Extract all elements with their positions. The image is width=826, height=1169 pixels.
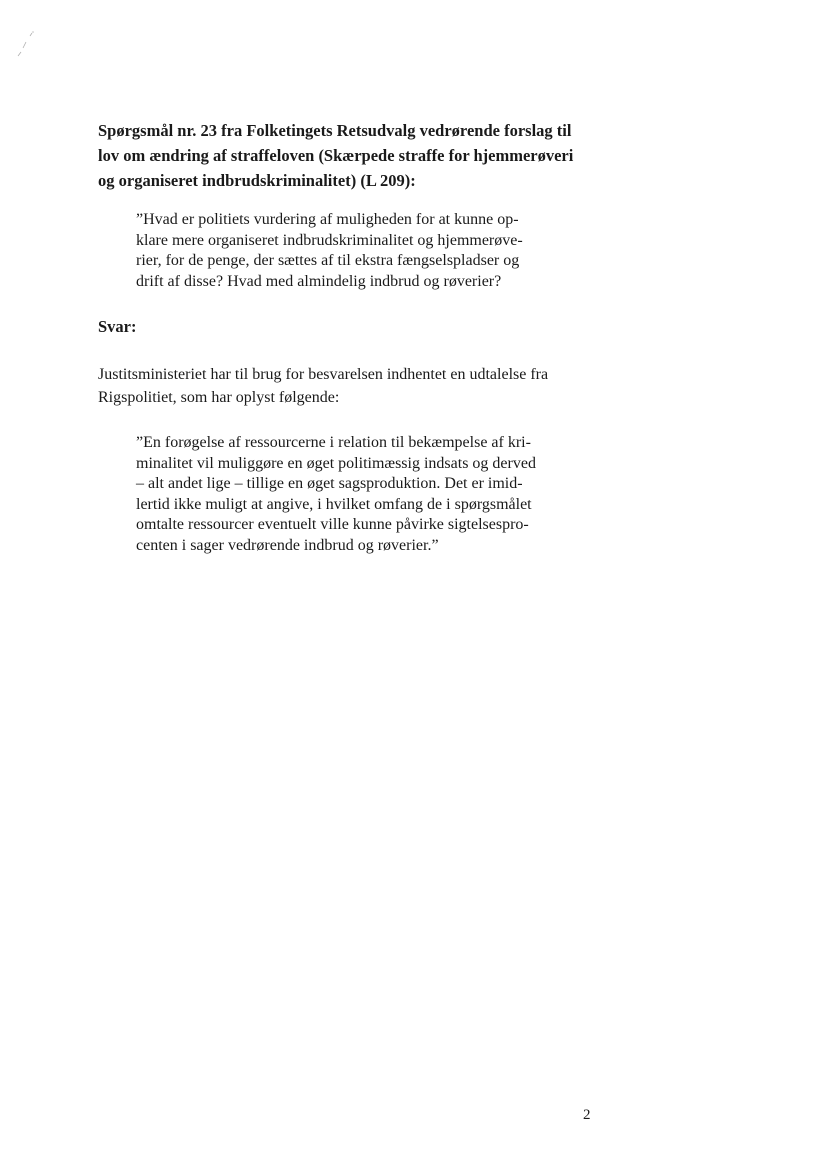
scan-artifact-icon <box>14 30 36 58</box>
quote-line: ”Hvad er politiets vurdering af muligheden for at kunne op- <box>136 211 519 228</box>
answer-intro-line: Justitsministeriet har til brug for besvarelsen indhentet en udtalelse fra <box>98 366 549 383</box>
quote-line: rier, for de penge, der sættes af til ekstra fængselspladser og <box>136 252 520 269</box>
quote-line: lertid ikke muligt at angive, i hvilket omfang de i spørgsmålet <box>136 495 532 513</box>
quote-line: minalitet vil muliggøre en øget politimæssig indsats og derved <box>136 454 536 472</box>
quote-line: omtalte ressourcer eventuelt ville kunne påvirke sigtelsespro- <box>136 516 529 533</box>
quote-line: – alt andet lige – tillige en øget sagsproduktion. Det er imid- <box>136 475 523 492</box>
quote-line: ”En forøgelse af ressourcerne i relation til bekæmpelse af kri- <box>136 434 531 451</box>
answer-intro <box>98 363 598 409</box>
heading-line: Spørgsmål nr. 23 fra Folketingets Retsudvalg vedrørende forslag til <box>98 121 572 140</box>
question-heading <box>98 118 618 193</box>
page-number: 2 <box>583 1107 591 1123</box>
heading-line: lov om ændring af straffeloven (Skærpede straffe for hjemmerøveri <box>98 146 574 165</box>
answer-intro-line: Rigspolitiet, som har oplyst følgende: <box>98 389 340 406</box>
answer-label: Svar: <box>98 317 137 336</box>
quote-line: drift af disse? Hvad med almindelig indbrud og røverier? <box>136 272 502 290</box>
quote-line: klare mere organiseret indbrudskriminalitet og hjemmerøve- <box>136 231 523 249</box>
heading-line: og organiseret indbrudskriminalitet) (L 209): <box>98 171 416 190</box>
answer-quote <box>136 433 576 556</box>
quote-line: centen i sager vedrørende indbrud og røverier.” <box>136 536 439 554</box>
question-quote <box>136 210 576 292</box>
